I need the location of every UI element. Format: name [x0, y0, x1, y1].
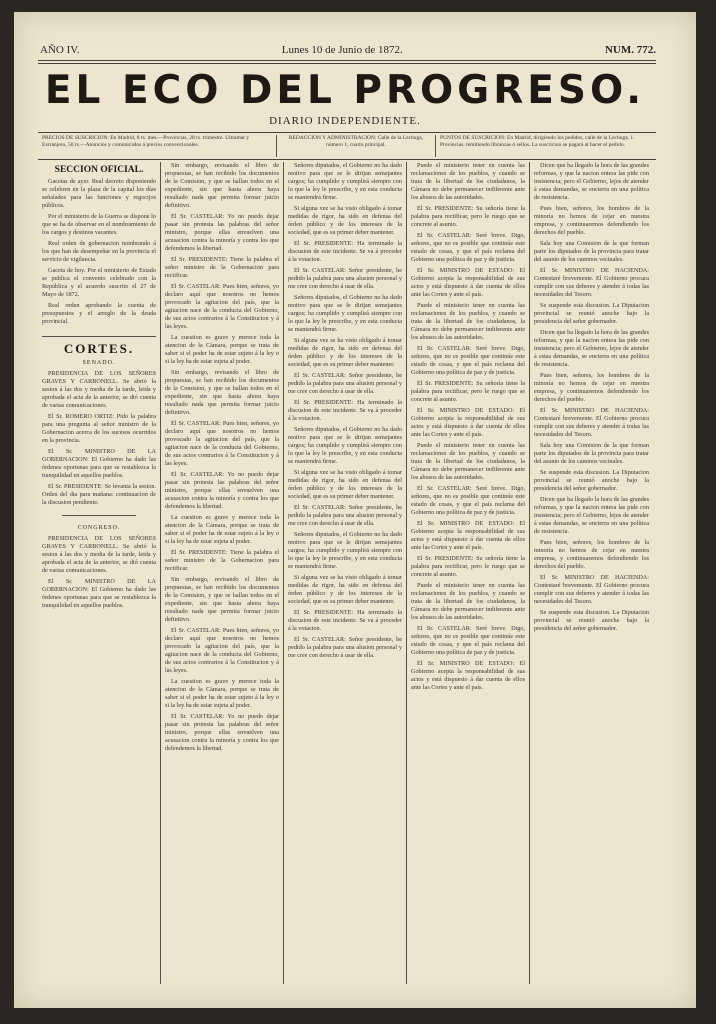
subscription-prices: PRECIOS DE SUSCRICION: En Madrid, 8 rs. mes.—Provincias, 28 rs. trimestre. Ultramar y Extranjero, 50 rs.—Anuncios y comunicados á precios convencionales. — [42, 135, 250, 148]
date-label: Lunes 10 de Junio de 1872. — [281, 44, 403, 56]
section-official-title: SECCION OFICIAL. — [54, 165, 144, 175]
masthead-title: EL ECO DEL PROGRESO. — [44, 68, 646, 113]
paragraph: Señores diputados, el Gobierno no ha dado motivo para que se le dirijan semejantes cargos; ha cumplido y cumplirá siempre con lo que la ley le prescribe, y en esta conducta se mantendrá firme. — [288, 294, 402, 333]
paragraph: Se suspende esta discusion. La Diputacion provincial se reunió anoche bajo la presidencia del señor gobernador. — [534, 302, 649, 325]
paragraph: Si alguna vez se ha visto obligado á tomar medidas de rigor, ha sido en defensa del órden público y de los intereses de la sociedad, que es su primer deber mantener. — [288, 574, 402, 605]
paragraph: El Sr. MINISTRO DE HACIENDA: Contestaré brevemente. El Gobierno procura cumplir con sus deberes y atender á todas las necesidades del Tesoro. — [534, 267, 649, 298]
paragraph: El Sr. CASTELAR: Señor presidente, he pedido la palabra para una alusion personal y me cree con derecho á usar de ella. — [288, 267, 402, 290]
column-1 — [38, 162, 161, 984]
paragraph: Sin embargo, revisando el libro de propuestas, se han recibido los documentos de la Comision, y que se hallan todos en el expediente, sin que hasta ahora haya resultado nada que permita formar juicio definitivo. — [165, 576, 279, 623]
paragraph: Puede el ministerio tener en cuenta las reclamaciones de los pueblos, y cuando se trata de la libertad de los ciudadanos, la Cámara no debe permanecer indiferente ante los abusos de las autoridades. — [411, 582, 525, 621]
paragraph: Señores diputados, el Gobierno no ha dado motivo para que se le dirijan semejantes cargos; ha cumplido y cumplirá siempre con lo que la ley le prescribe, y en esta conducta se mantendrá firme. — [288, 531, 402, 570]
info-strip — [38, 135, 656, 157]
paragraph: La cuestion es grave y merece toda la atencion de la Cámara, porque se trata de saber si el poder ha de estar sujeto á la ley o si la ley ha de estar sujeta al poder. — [165, 334, 279, 365]
paragraph: El Sr. CASTELAR: Señor presidente, he pedido la palabra para una alusion personal y me cree con derecho á usar de ella. — [288, 372, 402, 395]
paragraph: Pues bien, señores, los hombres de la minoría no hemos de cejar en nuestra empresa, y continuaremos defendiendo los derechos del pueblo. — [534, 372, 649, 403]
paragraph: El Sr. MINISTRO DE ESTADO: El Gobierno acepta la responsabilidad de sus actos y está dispuesto á dar cuenta de ellos ante las Cortes y ante el país. — [411, 267, 525, 298]
top-rule-double — [38, 63, 656, 64]
paragraph: El Sr. PRESIDENTE: Ha terminado la discusion de este incidente. Se va á proceder á la votacion. — [288, 609, 402, 632]
paragraph: Puede el ministerio tener en cuenta las reclamaciones de los pueblos, y cuando se trata de la libertad de los ciudadanos, la Cámara no debe permanecer indiferente ante los abusos de las autoridades. — [411, 162, 525, 201]
paragraph: Dicen que ha llegado la hora de las grandes reformas, y que la nacion entera las pide con insistencia; pero el Gobierno, lejos de atender á estas demandas, se encierra en una política de resistencia. — [534, 162, 649, 201]
paragraph: El Sr. MINISTRO DE ESTADO: El Gobierno acepta la responsabilidad de sus actos y está dispuesto á dar cuenta de ellos ante las Cortes y ante el país. — [411, 520, 525, 551]
paragraph: Se suspende esta discusion. La Diputacion provincial se reunió anoche bajo la presidencia del señor gobernador. — [534, 609, 649, 632]
paragraph: El Sr. PRESIDENTE: Se levanta la sesion. Orden del dia para mañana: continuacion de la discusion pendiente. — [42, 483, 156, 506]
paragraph: El Sr. MINISTRO DE HACIENDA: Contestaré brevemente. El Gobierno procura cumplir con sus deberes y atender á todas las necesidades del Tesoro. — [534, 407, 649, 438]
cortes-title: CORTES. — [42, 336, 156, 353]
paragraph: Si alguna vez se ha visto obligado á tomar medidas de rigor, ha sido en defensa del órden público y de los intereses de la sociedad, que es su primer deber mantener. — [288, 205, 402, 236]
masthead-subtitle: DIARIO INDEPENDIENTE. — [269, 115, 421, 127]
article-columns — [38, 162, 656, 984]
paragraph: El Sr. CASTELAR: Yo no puedo dejar pasar sin protesta las palabras del señor ministro, porque ellas envuelven una acusacion contra la minoría y contra los que defendemos la libertad. — [165, 213, 279, 252]
paragraph: El Sr. PRESIDENTE: Tiene la palabra el señor ministro de la Gobernacion para rectificar. — [165, 256, 279, 279]
paragraph: Se suspende esta discusion. La Diputacion provincial se reunió anoche bajo la presidencia del señor gobernador. — [534, 469, 649, 492]
paragraph: Real orden aprobando la cuenta de presupuestos y el arreglo de la deuda provincial. — [42, 302, 156, 325]
paragraph: La cuestion es grave y merece toda la atencion de la Cámara, porque se trata de saber si el poder ha de estar sujeto á la ley o si la ley ha de estar sujeta al poder. — [165, 514, 279, 545]
paragraph: El Sr. PRESIDENTE: Su señoría tiene la palabra para rectificar, pero le ruego que se concrete al asunto. — [411, 555, 525, 578]
paragraph: El Sr. PRESIDENTE: Su señoría tiene la palabra para rectificar, pero le ruego que se concrete al asunto. — [411, 380, 525, 403]
column-4 — [407, 162, 530, 984]
info-rule-top — [38, 132, 656, 133]
column-5 — [530, 162, 653, 984]
paragraph: El Sr. PRESIDENTE: Ha terminado la discusion de este incidente. Se va á proceder á la votacion. — [288, 240, 402, 263]
paragraph: La cuestion es grave y merece toda la atencion de la Cámara, porque se trata de saber si el poder ha de estar sujeto á la ley o si la ley ha de estar sujeta al poder. — [165, 678, 279, 709]
subscription-points: PUNTOS DE SUSCRICION: En Madrid, dirigiendo los pedidos, calle de la Lechuga, 1. Provincias, remitiendo libranzas ó sellos. La suscricion se pagará al hacer el pedido. — [440, 135, 635, 148]
paragraph: El Sr. CASTELAR: Pues bien, señores, yo declaro aquí que nosotros no hemos provocado la agitacion del país, que la agitacion nace de la conducta del Gobierno, de sus actos contrarios á la Constitucion y á las leyes. — [165, 420, 279, 467]
paragraph: Si alguna vez se ha visto obligado á tomar medidas de rigor, ha sido en defensa del órden público y de los intereses de la sociedad, que es su primer deber mantener. — [288, 469, 402, 500]
paragraph: El Sr. CASTELAR: Seré breve. Digo, señores, que no es posible que continúe este estado de cosas, y que el país reclama del Gobierno una política de paz y de justicia. — [411, 485, 525, 516]
paragraph: PRESIDENCIA DE LOS SEÑORES GRAVES Y CARBONELL. Se abrió la sesion á las dos y media de la tarde, leida y aprobada el acta de la anterior, se dió cuenta de varias comunicaciones. — [42, 370, 156, 409]
paragraph: Por el ministerio de la Guerra se dispone lo que se ha de observar en el nombramiento de los cargos y destinos vacantes. — [42, 213, 156, 236]
paragraph: Gaceta de hoy. Por el ministerio de Estado se publica el convenio celebrado con la República y el acuerdo suscrito el 27 de Mayo de 1872. — [42, 267, 156, 298]
paragraph: El Sr. ROMERO ORTIZ: Pido la palabra para una pregunta al señor ministro de la Gobernacion acerca de los sucesos ocurridos en la provincia. — [42, 413, 156, 444]
paragraph: PRESIDENCIA DE LOS SEÑORES GRAVES Y CARBONELL. Se abrió la sesion á las dos y media de la tarde, leida y aprobada el acta de la anterior, se dió cuenta de varias comunicaciones. — [42, 535, 156, 574]
paragraph: Puede el ministerio tener en cuenta las reclamaciones de los pueblos, y cuando se trata de la libertad de los ciudadanos, la Cámara no debe permanecer indiferente ante los abusos de las autoridades. — [411, 442, 525, 481]
paragraph: El Sr. CASTELAR: Yo no puedo dejar pasar sin protesta las palabras del señor ministro, porque ellas envuelven una acusacion contra la minoría y contra los que defendemos la libertad. — [165, 713, 279, 752]
paragraph: El Sr. MINISTRO DE LA GOBERNACION: El Gobierno ha dado las órdenes oportunas para que se restablezca la tranquilidad en aquellos pueblos. — [42, 578, 156, 609]
paragraph: El Sr. CASTELAR: Señor presidente, he pedido la palabra para una alusion personal y me cree con derecho á usar de ella. — [288, 504, 402, 527]
newspaper-page — [14, 12, 696, 1008]
paragraph: El Sr. CASTELAR: Yo no puedo dejar pasar sin protesta las palabras del señor ministro, porque ellas envuelven una acusacion contra la minoría y contra los que defendemos la libertad. — [165, 471, 279, 510]
paragraph: El Sr. CASTELAR: Señor presidente, he pedido la palabra para una alusion personal y me cree con derecho á usar de ella. — [288, 636, 402, 659]
section-divider — [62, 515, 136, 516]
paragraph: Puede el ministerio tener en cuenta las reclamaciones de los pueblos, y cuando se trata de la libertad de los ciudadanos, la Cámara no debe permanecer indiferente ante los abusos de las autoridades. — [411, 302, 525, 341]
paragraph: El Sr. PRESIDENTE: Tiene la palabra el señor ministro de la Gobernacion para rectificar. — [165, 549, 279, 572]
paragraph: Si alguna vez se ha visto obligado á tomar medidas de rigor, ha sido en defensa del órden público y de los intereses de la sociedad, que es su primer deber mantener. — [288, 337, 402, 368]
paragraph: El Sr. CASTELAR: Seré breve. Digo, señores, que no es posible que continúe este estado de cosas, y que el país reclama del Gobierno una política de paz y de justicia. — [411, 625, 525, 656]
paragraph: El Sr. CASTELAR: Seré breve. Digo, señores, que no es posible que continúe este estado de cosas, y que el país reclama del Gobierno una política de paz y de justicia. — [411, 232, 525, 263]
paragraph: Señores diputados, el Gobierno no ha dado motivo para que se le dirijan semejantes cargos; ha cumplido y cumplirá siempre con lo que la ley le prescribe, y en esta conducta se mantendrá firme. — [288, 162, 402, 201]
paragraph: Sala hoy una Comision de la que forman parte los diputados de la provincia para tratar del asunto de los caminos vecinales. — [534, 240, 649, 263]
paragraph: Sala hoy una Comision de la que forman parte los diputados de la provincia para tratar del asunto de los caminos vecinales. — [534, 442, 649, 465]
column-3 — [284, 162, 407, 984]
paragraph: El Sr. MINISTRO DE ESTADO: El Gobierno acepta la responsabilidad de sus actos y está dispuesto á dar cuenta de ellos ante las Cortes y ante el país. — [411, 407, 525, 438]
paragraph: Dicen que ha llegado la hora de las grandes reformas, y que la nacion entera las pide con insistencia; pero el Gobierno, lejos de atender á estas demandas, se encierra en una política de resistencia. — [534, 329, 649, 368]
paragraph: El Sr. CASTELAR: Pues bien, señores, yo declaro aquí que nosotros no hemos provocado la agitacion del país, que la agitacion nace de la conducta del Gobierno, de sus actos contrarios á la Constitucion y á las leyes. — [165, 627, 279, 674]
paragraph: El Sr. CASTELAR: Pues bien, señores, yo declaro aquí que nosotros no hemos provocado la agitacion del país, que la agitacion nace de la conducta del Gobierno, de sus actos contrarios á la Constitucion y á las leyes. — [165, 283, 279, 330]
issue-number: NUM. 772. — [604, 44, 656, 56]
paragraph: El Sr. CASTELAR: Seré breve. Digo, señores, que no es posible que continúe este estado de cosas, y que el país reclama del Gobierno una política de paz y de justicia. — [411, 345, 525, 376]
paragraph: El Sr. MINISTRO DE ESTADO: El Gobierno acepta la responsabilidad de sus actos y está dispuesto á dar cuenta de ellos ante las Cortes y ante el país. — [411, 660, 525, 691]
top-rule — [38, 60, 656, 61]
paragraph: Gacetas de ayer. Real decreto disponiendo se celebren en la plaza de la capital los días señalados para las funciones y regocijos públicos. — [42, 178, 156, 209]
paragraph: Pues bien, señores, los hombres de la minoría no hemos de cejar en nuestra empresa, y continuaremos defendiendo los derechos del pueblo. — [534, 539, 649, 570]
paragraph: Real orden de gobernacion nombrando á los que han de desempeñar en la provincia el servicio de vigilancia. — [42, 240, 156, 263]
column-2 — [161, 162, 284, 984]
administration-address: REDACCION Y ADMINISTRACION: Calle de la Lechuga, número 1, cuarto principal. — [276, 135, 436, 157]
dateline — [40, 44, 656, 56]
senado-heading: SENADO. — [82, 360, 116, 366]
paragraph: Pues bien, señores, los hombres de la minoría no hemos de cejar en nuestra empresa, y continuaremos defendiendo los derechos del pueblo. — [534, 205, 649, 236]
paragraph: El Sr. MINISTRO DE LA GOBERNACION: El Gobierno ha dado las órdenes oportunas para que se restablezca la tranquilidad en aquellos pueblos. — [42, 448, 156, 479]
info-rule-bottom — [38, 159, 656, 160]
paragraph: Sin embargo, revisando el libro de propuestas, se han recibido los documentos de la Comision, y que se hallan todos en el expediente, sin que hasta ahora haya resultado nada que permita formar juicio definitivo. — [165, 369, 279, 416]
year-label: AÑO IV. — [40, 44, 80, 56]
paragraph: Dicen que ha llegado la hora de las grandes reformas, y que la nacion entera las pide con insistencia; pero el Gobierno, lejos de atender á estas demandas, se encierra en una política de resistencia. — [534, 496, 649, 535]
paragraph: El Sr. PRESIDENTE: Su señoría tiene la palabra para rectificar, pero le ruego que se concrete al asunto. — [411, 205, 525, 228]
paragraph: Señores diputados, el Gobierno no ha dado motivo para que se le dirijan semejantes cargos; ha cumplido y cumplirá siempre con lo que la ley le prescribe, y en esta conducta se mantendrá firme. — [288, 426, 402, 465]
paragraph: El Sr. MINISTRO DE HACIENDA: Contestaré brevemente. El Gobierno procura cumplir con sus deberes y atender á todas las necesidades del Tesoro. — [534, 574, 649, 605]
paragraph: El Sr. PRESIDENTE: Ha terminado la discusion de este incidente. Se va á proceder á la votacion. — [288, 399, 402, 422]
paragraph: Sin embargo, revisando el libro de propuestas, se han recibido los documentos de la Comision, y que se hallan todos en el expediente, sin que hasta ahora haya resultado nada que permita formar juicio definitivo. — [165, 162, 279, 209]
congreso-heading: CONGRESO. — [77, 525, 121, 531]
